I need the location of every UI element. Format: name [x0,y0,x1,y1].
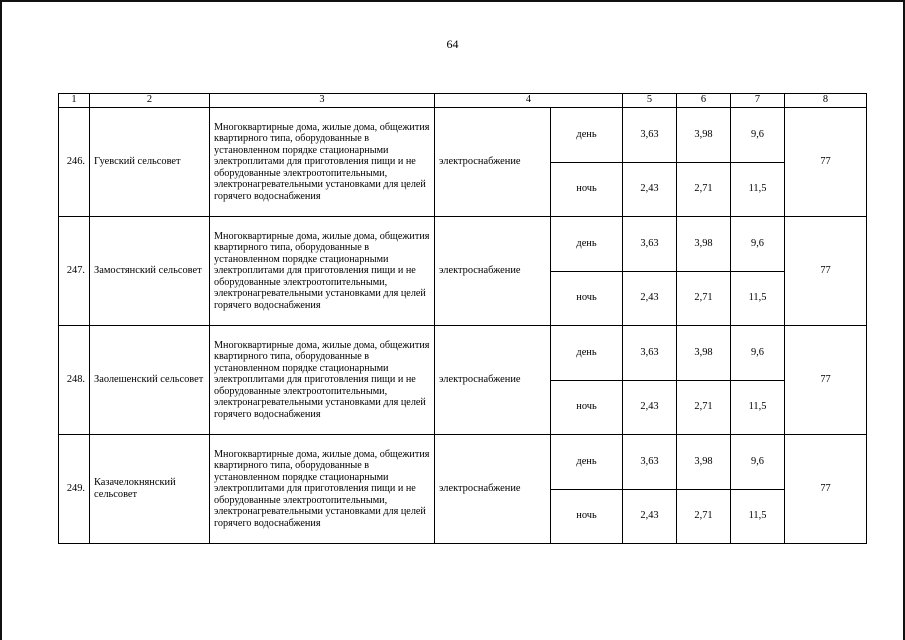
value-col6: 3,98 [677,108,731,163]
header-cell: 3 [210,94,435,108]
service-name: электроснабжение [435,217,551,326]
period-day-label: день [551,326,623,381]
settlement-name: Замостянский сельсовет [90,217,210,326]
value-col7: 11,5 [731,490,785,544]
consumer-description: Многоквартирные дома, жилые дома, общежития квартирного типа, оборудованные в установленном порядке стационарными электроплитами для приготовления пищи и не оборудованные электроотопительными, электронагревательными установками для целей горячего водоснабжения [210,217,435,326]
header-cell: 5 [623,94,677,108]
service-name: электроснабжение [435,435,551,544]
settlement-name: Заолешенский сельсовет [90,326,210,435]
row-number: 246. [59,108,90,217]
value-col8: 77 [785,326,867,435]
value-col5: 3,63 [623,108,677,163]
consumer-description: Многоквартирные дома, жилые дома, общежития квартирного типа, оборудованные в установленном порядке стационарными электроплитами для приготовления пищи и не оборудованные электроотопительными, электронагревательными установками для целей горячего водоснабжения [210,326,435,435]
service-name: электроснабжение [435,326,551,435]
value-col5: 2,43 [623,490,677,544]
value-col5: 2,43 [623,381,677,435]
consumer-description: Многоквартирные дома, жилые дома, общежития квартирного типа, оборудованные в установленном порядке стационарными электроплитами для приготовления пищи и не оборудованные электроотопительными, электронагревательными установками для целей горячего водоснабжения [210,108,435,217]
header-cell: 2 [90,94,210,108]
page-border-top [0,0,905,2]
service-name: электроснабжение [435,108,551,217]
table-row [59,435,867,490]
header-cell: 6 [677,94,731,108]
period-day-label: день [551,435,623,490]
value-col7: 11,5 [731,272,785,326]
value-col5: 2,43 [623,163,677,217]
page-border-left [0,0,2,640]
table-row [59,217,867,272]
period-day-label: день [551,217,623,272]
value-col8: 77 [785,217,867,326]
value-col6: 2,71 [677,163,731,217]
value-col8: 77 [785,108,867,217]
period-night-label: ночь [551,381,623,435]
value-col8: 77 [785,435,867,544]
value-col6: 3,98 [677,217,731,272]
row-number: 249. [59,435,90,544]
period-night-label: ночь [551,272,623,326]
table-row [59,108,867,163]
value-col7: 11,5 [731,381,785,435]
period-day-label: день [551,108,623,163]
header-cell: 1 [59,94,90,108]
value-col7: 11,5 [731,163,785,217]
value-col7: 9,6 [731,326,785,381]
value-col6: 2,71 [677,490,731,544]
period-night-label: ночь [551,163,623,217]
value-col5: 3,63 [623,217,677,272]
row-number: 247. [59,217,90,326]
value-col6: 2,71 [677,381,731,435]
value-col7: 9,6 [731,108,785,163]
header-row [59,94,867,108]
value-col6: 2,71 [677,272,731,326]
table-row [59,326,867,381]
consumer-description: Многоквартирные дома, жилые дома, общежития квартирного типа, оборудованные в установленном порядке стационарными электроплитами для приготовления пищи и не оборудованные электроотопительными, электронагревательными установками для целей горячего водоснабжения [210,435,435,544]
tariff-table [58,93,867,544]
header-cell: 7 [731,94,785,108]
value-col5: 3,63 [623,435,677,490]
row-number: 248. [59,326,90,435]
settlement-name: Гуевский сельсовет [90,108,210,217]
header-cell: 4 [435,94,623,108]
period-night-label: ночь [551,490,623,544]
value-col7: 9,6 [731,435,785,490]
header-cell: 8 [785,94,867,108]
settlement-name: Казачелокнянский сельсовет [90,435,210,544]
value-col5: 3,63 [623,326,677,381]
value-col6: 3,98 [677,326,731,381]
value-col6: 3,98 [677,435,731,490]
value-col7: 9,6 [731,217,785,272]
value-col5: 2,43 [623,272,677,326]
page-number: 64 [446,37,459,51]
